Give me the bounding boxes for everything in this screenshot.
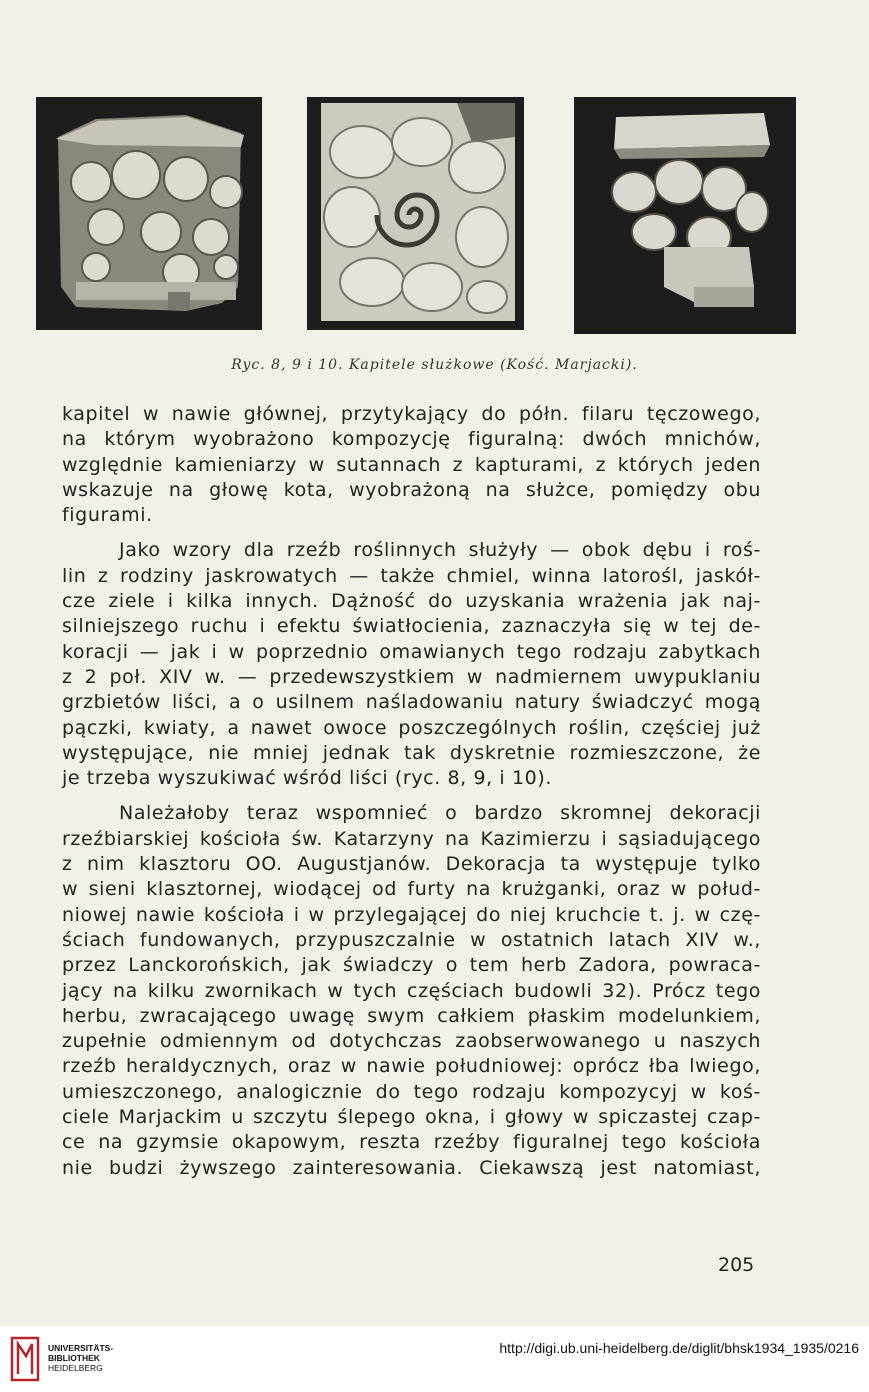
text-line: w sieni klasztornej, wiodącej od furty na krużganki, oraz w połud- xyxy=(62,878,761,901)
text-line: niowej nawie kościoła i w przylegającej do niej kruchcie t. j. w czę- xyxy=(62,903,761,926)
text-line: z nim klasztoru OO. Augustjanów. Dekoracja ta występuje tylko xyxy=(62,853,761,876)
article-body xyxy=(62,402,761,1181)
text-line: cze ziele i kilka innych. Dążność do uzyskania wrażenia jak naj- xyxy=(62,590,761,613)
capital-photo-8 xyxy=(36,97,262,330)
page-number: 205 xyxy=(718,1254,755,1276)
text-line: nie budzi żywszego zainteresowania. Ciekawszą jest natomiast, xyxy=(62,1156,761,1179)
text-line: zupełnie odmiennym od dotychczas zaobserwowanego u naszych xyxy=(62,1030,761,1053)
text-line: herbu, zwracającego uwagę swym całkiem płaskim modelunkiem, xyxy=(62,1004,761,1027)
text-line: wskazuje na głowę kota, wyobrażoną na służce, pomiędzy obu xyxy=(62,478,761,501)
text-line: figurami. xyxy=(62,504,153,527)
text-line: Jako wzory dla rzeźb roślinnych służyły — obok dębu i roś- xyxy=(119,539,761,562)
text-line: koracji — jak i w poprzednio omawianych tego rodzaju zabytkach xyxy=(62,640,761,663)
text-line: rzeźbiarskiej kościoła św. Katarzyny na Kazimierzu i sąsiadującego xyxy=(62,827,761,850)
capital-10-illustration xyxy=(574,97,796,334)
capital-photo-9 xyxy=(307,97,524,330)
text-line: na którym wyobrażono kompozycję figuralną: dwóch mnichów, xyxy=(62,428,761,451)
digitization-footer xyxy=(0,1326,869,1392)
text-line: względnie kamieniarzy w sutannach z kapturami, z których jeden xyxy=(62,453,761,476)
text-line: silniejszego ruchu i efektu światłocienia, zaznaczyła się w tej de- xyxy=(62,615,761,638)
text-line: kapitel w nawie głównej, przytykający do półn. filaru tęczowego, xyxy=(62,403,761,425)
library-logo-icon xyxy=(10,1334,40,1384)
text-line: lin z rodziny jaskrowatych — także chmiel, winna latorośl, jaskół- xyxy=(62,564,761,587)
text-line: je trzeba wyszukiwać wśród liści (ryc. 8, 9, i 10). xyxy=(62,767,552,790)
capital-8-illustration xyxy=(36,97,262,330)
library-line: BIBLIOTHEK xyxy=(48,1353,100,1363)
text-line: jący na kilku zwornikach w tych częściach budowli 32). Prócz tego xyxy=(62,979,761,1002)
text-line: z 2 poł. XIV w. — przedewszystkiem w nadmiernem uwypuklaniu xyxy=(62,665,761,688)
capital-photo-10 xyxy=(574,97,796,334)
capital-9-illustration xyxy=(307,97,524,330)
text-line: ciele Marjackim u szczytu ślepego okna, i głowy w spiczastej czap- xyxy=(62,1106,761,1129)
text-line: występujące, nie mniej jednak tak dyskretnie rozmieszczone, że xyxy=(62,741,761,764)
text-line: przez Lanckorońskich, jak świadczy o tem herb Zadora, powraca- xyxy=(62,954,761,977)
library-name xyxy=(48,1343,113,1373)
text-line: ściach fundowanych, przypuszczalnie w ostatnich latach XIV w., xyxy=(62,928,761,951)
figure-caption: Ryc. 8, 9 i 10. Kapitele służkowe (Kość. Marjacki). xyxy=(231,357,638,373)
text-line: ce na gzymsie okapowym, reszta rzeźby figuralnej tego kościoła xyxy=(62,1131,761,1154)
text-line: rzeźb heraldycznych, oraz w nawie południowej: oprócz łba lwiego, xyxy=(62,1055,761,1078)
text-line: umieszczonego, analogicznie do tego rodzaju kompozycyj w koś- xyxy=(62,1080,761,1103)
library-line: UNIVERSITÄTS- xyxy=(48,1343,114,1353)
text-line: pączki, kwiaty, a nawet owoce poszczególnych roślin, częściej już xyxy=(62,716,761,739)
permalink-url[interactable]: http://digi.ub.uni-heidelberg.de/diglit/bhsk1934_1935/0216 xyxy=(499,1340,859,1356)
library-line: HEIDELBERG xyxy=(48,1363,103,1373)
text-line: Należałoby teraz wspomnieć o bardzo skromnej dekoracji xyxy=(119,802,761,825)
text-line: grzbietów liści, a o usilnem naśladowaniu natury świadczyć mogą xyxy=(62,691,761,714)
